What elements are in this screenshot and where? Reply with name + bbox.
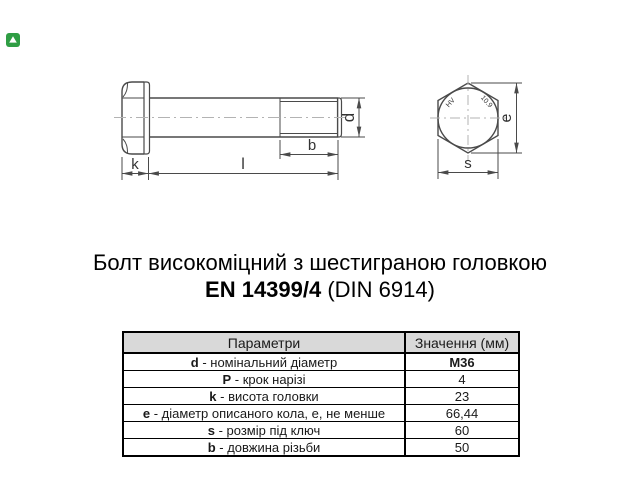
param-letter: e: [142, 405, 151, 421]
head-marking-class: 10.9: [478, 94, 494, 110]
standard-en: EN 14399/4: [205, 277, 322, 302]
bolt-end-view: [430, 75, 506, 161]
param-cell: [123, 405, 405, 422]
dim-label-s: s: [464, 155, 472, 172]
product-title: Болт високоміцний з шестиграною головкою: [92, 250, 548, 275]
param-cell: [123, 422, 405, 439]
dim-label-k: k: [131, 156, 139, 173]
bolt-technical-drawing: [0, 0, 640, 232]
dim-label-b: b: [307, 137, 317, 154]
param-text: - довжина різьби: [215, 439, 321, 455]
head-marking-hv: HV: [445, 97, 457, 109]
param-letter: k: [209, 388, 217, 404]
dim-label-l: l: [241, 156, 245, 173]
param-text: - діаметр описаного кола, е, не менше: [150, 405, 386, 421]
standard-din: (DIN 6914): [321, 277, 435, 302]
value-cell: 50: [405, 439, 519, 457]
spec-table: [122, 331, 520, 457]
value-cell: M36: [405, 353, 519, 371]
param-cell: [123, 439, 405, 457]
spec-table-header-row: [123, 332, 519, 353]
param-text: - розмір під ключ: [214, 422, 321, 438]
param-text: - крок нарізі: [231, 371, 306, 387]
dim-label-d: d: [339, 112, 358, 123]
param-cell: [123, 353, 405, 371]
param-letter: b: [207, 439, 216, 455]
table-row: [123, 439, 519, 457]
param-letter: d: [190, 354, 199, 370]
param-cell: [123, 388, 405, 405]
value-cell: 60: [405, 422, 519, 439]
value-cell: 23: [405, 388, 519, 405]
dim-label-e: e: [498, 113, 515, 123]
param-text: - номінальний діаметр: [198, 354, 338, 370]
value-cell: 4: [405, 371, 519, 388]
title-block: [0, 249, 640, 303]
param-text: - висота головки: [216, 388, 319, 404]
param-cell: [123, 371, 405, 388]
table-row: [123, 353, 519, 371]
table-row: [123, 371, 519, 388]
value-cell: 66,44: [405, 405, 519, 422]
table-row: [123, 405, 519, 422]
param-letter: s: [207, 422, 215, 438]
col-header-parameters: Параметри: [123, 332, 405, 353]
product-standard: [0, 276, 640, 303]
table-row: [123, 422, 519, 439]
param-letter: P: [222, 371, 232, 387]
col-header-values: Значення (мм): [405, 332, 519, 353]
table-row: [123, 388, 519, 405]
